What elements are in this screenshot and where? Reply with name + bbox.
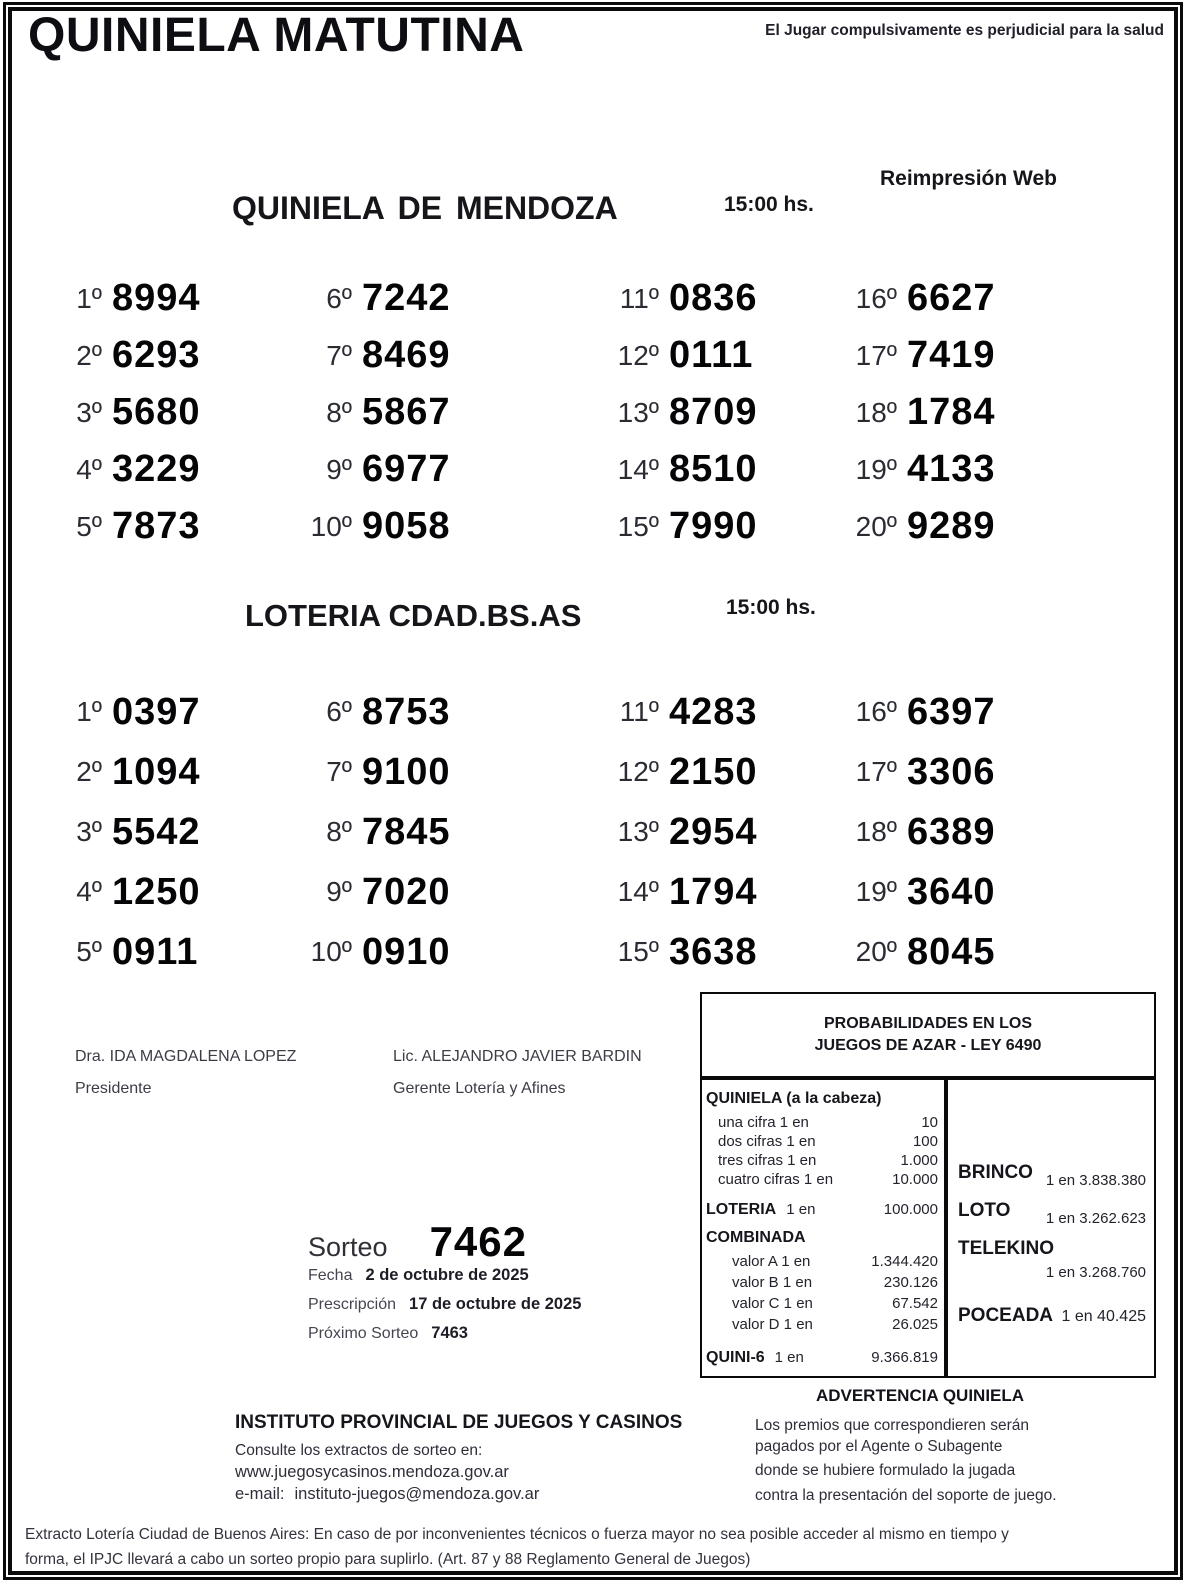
odds-value: 1.344.420 <box>871 1253 938 1270</box>
result-number: 6389 <box>907 810 996 853</box>
result-position: 14º <box>617 453 659 485</box>
result-position: 6º <box>326 282 352 314</box>
footer-disclaimer-line2: forma, el IPJC llevará a cabo un sorteo propio para suplirlo. (Art. 87 y 88 Reglamento General de Juegos) <box>25 1551 751 1568</box>
result-position: 10º <box>310 510 352 542</box>
result-number: 4283 <box>669 690 758 733</box>
quini6-mid: 1 en <box>774 1349 804 1366</box>
result-item <box>845 862 1060 922</box>
result-number: 9058 <box>362 505 451 547</box>
result-position: 20º <box>855 510 897 542</box>
result-position: 15º <box>617 510 659 542</box>
result-item <box>50 498 300 555</box>
result-position: 18º <box>855 396 897 428</box>
result-number: 7990 <box>669 505 758 547</box>
bsas-results-grid <box>50 682 1060 982</box>
odds-row <box>706 1293 938 1314</box>
result-item <box>607 802 845 862</box>
result-number: 8469 <box>362 334 451 376</box>
loto-odds-row <box>958 1200 1146 1227</box>
loteria-mid: 1 en <box>786 1201 816 1218</box>
poceada-odds: 1 en 40.425 <box>1061 1308 1146 1325</box>
result-position: 16º <box>855 696 897 727</box>
result-item <box>845 922 1060 982</box>
result-position: 13º <box>617 396 659 428</box>
result-position: 3º <box>76 816 102 847</box>
result-number: 0911 <box>112 930 199 973</box>
loto-odds: 1 en 3.262.623 <box>1045 1210 1146 1227</box>
footer-disclaimer-line1: Extracto Lotería Ciudad de Buenos Aires: En caso de por inconvenientes técnicos o fuerza mayor no sea posible acceder al mismo en tiempo y <box>25 1526 1009 1543</box>
telekino-odds: 1 en 3.268.760 <box>1045 1264 1146 1281</box>
result-position: 12º <box>617 756 659 787</box>
next-draw-value: 7463 <box>431 1324 468 1342</box>
official-manager-name: Lic. ALEJANDRO JAVIER BARDIN <box>393 1048 642 1065</box>
result-number: 5867 <box>362 391 451 433</box>
draw-date-label: Fecha <box>308 1267 353 1284</box>
odds-row <box>706 1113 938 1132</box>
result-position: 7º <box>326 339 352 371</box>
result-number: 9100 <box>362 750 451 793</box>
result-number: 1250 <box>112 870 201 913</box>
result-number: 1094 <box>112 750 201 793</box>
result-item <box>607 441 845 498</box>
result-position: 10º <box>310 936 352 967</box>
result-number: 6397 <box>907 690 996 733</box>
result-number: 6977 <box>362 448 451 490</box>
result-item <box>50 441 300 498</box>
result-number: 8510 <box>669 448 758 490</box>
odds-row <box>706 1170 938 1189</box>
result-number: 7020 <box>362 870 451 913</box>
mendoza-section-title: QUINIELA DE MENDOZA <box>232 190 618 226</box>
result-number: 1784 <box>907 391 996 433</box>
email-address: instituto-juegos@mendoza.gov.ar <box>294 1485 540 1503</box>
probabilities-left-column <box>702 1080 948 1376</box>
odds-value: 10 <box>921 1114 938 1131</box>
result-position: 12º <box>617 339 659 371</box>
result-position: 5º <box>76 510 102 542</box>
draw-date-row <box>308 1266 529 1285</box>
official-president-role: Presidente <box>75 1080 152 1097</box>
draw-number-row <box>308 1218 527 1266</box>
poceada-label: POCEADA <box>958 1305 1054 1326</box>
result-position: 2º <box>76 339 102 371</box>
draw-date-value: 2 de octubre de 2025 <box>365 1266 529 1284</box>
result-item <box>50 270 300 327</box>
quiniela-warning-title: ADVERTENCIA QUINIELA <box>815 1386 1025 1405</box>
odds-value: 26.025 <box>892 1316 938 1333</box>
reprint-web-label: Reimpresión Web <box>880 167 1057 190</box>
result-position: 2º <box>76 756 102 787</box>
prescription-value: 17 de octubre de 2025 <box>409 1295 582 1313</box>
institute-website: www.juegosycasinos.mendoza.gov.ar <box>235 1463 509 1481</box>
result-position: 19º <box>855 453 897 485</box>
result-position: 17º <box>855 339 897 371</box>
result-item <box>607 682 845 742</box>
health-warning-text: El Jugar compulsivamente es perjudicial para la salud <box>765 22 1164 39</box>
brinco-odds: 1 en 3.838.380 <box>1045 1172 1146 1189</box>
result-number: 3306 <box>907 750 996 793</box>
odds-row <box>706 1132 938 1151</box>
result-item <box>845 682 1060 742</box>
odds-row <box>706 1151 938 1170</box>
result-item <box>300 682 607 742</box>
odds-label: valor C 1 en <box>732 1295 813 1312</box>
quiniela-odds-header: QUINIELA (a la cabeza) <box>706 1090 882 1107</box>
result-number: 1794 <box>669 870 758 913</box>
draw-number-value: 7462 <box>429 1218 527 1265</box>
result-number: 2954 <box>669 810 758 853</box>
quini6-value: 9.366.819 <box>871 1349 938 1366</box>
result-position: 18º <box>855 816 897 847</box>
probabilities-title-line1: PROBABILIDADES EN LOS <box>823 1015 1032 1032</box>
warning-line: donde se hubiere formulado la jugada <box>755 1462 1016 1479</box>
result-number: 8753 <box>362 690 451 733</box>
probabilities-title-line2: JUEGOS DE AZAR - LEY 6490 <box>814 1037 1042 1054</box>
result-number: 5680 <box>112 391 201 433</box>
odds-label: valor D 1 en <box>732 1316 813 1333</box>
brinco-label: BRINCO <box>958 1162 1033 1183</box>
result-item <box>607 922 845 982</box>
quini6-odds-row <box>706 1347 938 1369</box>
result-position: 8º <box>326 396 352 428</box>
result-item <box>300 327 607 384</box>
bsas-section-title: LOTERIA CDAD.BS.AS <box>245 598 582 633</box>
odds-value: 100 <box>912 1133 938 1150</box>
result-position: 4º <box>76 876 102 907</box>
probabilities-body <box>702 1080 1154 1376</box>
result-item <box>50 682 300 742</box>
mendoza-draw-time: 15:00 hs. <box>724 193 814 216</box>
result-number: 3638 <box>669 930 758 973</box>
result-item <box>845 802 1060 862</box>
result-number: 6293 <box>112 334 201 376</box>
result-position: 5º <box>76 936 102 967</box>
result-item <box>300 498 607 555</box>
brinco-odds-row <box>958 1162 1146 1189</box>
result-number: 4133 <box>907 448 996 490</box>
prescription-label: Prescripción <box>308 1296 397 1313</box>
result-item <box>50 742 300 802</box>
probabilities-right-column <box>948 1080 1154 1376</box>
email-label: e-mail: <box>235 1485 285 1503</box>
official-manager-role: Gerente Lotería y Afines <box>393 1080 566 1097</box>
probabilities-box <box>700 992 1156 1378</box>
probabilities-title <box>702 994 1154 1080</box>
warning-line: Los premios que correspondieren serán <box>755 1417 1029 1434</box>
result-position: 1º <box>76 282 102 314</box>
result-number: 8709 <box>669 391 758 433</box>
result-item <box>845 270 1060 327</box>
institute-name: INSTITUTO PROVINCIAL DE JUEGOS Y CASINOS <box>235 1412 683 1433</box>
result-item <box>607 498 845 555</box>
result-item <box>50 922 300 982</box>
result-number: 0111 <box>669 334 754 376</box>
odds-value: 230.126 <box>883 1274 938 1291</box>
result-position: 16º <box>855 282 897 314</box>
result-item <box>300 384 607 441</box>
result-item <box>845 498 1060 555</box>
result-position: 11º <box>619 282 659 314</box>
result-position: 11º <box>619 696 659 727</box>
result-number: 3229 <box>112 448 201 490</box>
result-number: 7873 <box>112 505 201 547</box>
result-position: 15º <box>617 936 659 967</box>
result-number: 2150 <box>669 750 758 793</box>
result-item <box>607 384 845 441</box>
result-position: 13º <box>617 816 659 847</box>
odds-row <box>706 1272 938 1293</box>
result-position: 3º <box>76 396 102 428</box>
result-item <box>50 384 300 441</box>
poceada-odds-row <box>958 1305 1146 1327</box>
result-item <box>845 441 1060 498</box>
result-item <box>50 327 300 384</box>
loteria-label: LOTERIA <box>706 1201 777 1218</box>
result-position: 14º <box>617 876 659 907</box>
result-item <box>300 862 607 922</box>
result-number: 0397 <box>112 690 201 733</box>
result-number: 0836 <box>669 277 758 319</box>
result-item <box>845 742 1060 802</box>
next-draw-label: Próximo Sorteo <box>308 1325 419 1342</box>
result-number: 8045 <box>907 930 996 973</box>
telekino-label: TELEKINO <box>958 1238 1055 1259</box>
result-number: 6627 <box>907 277 996 319</box>
odds-label: valor B 1 en <box>732 1274 813 1291</box>
result-item <box>300 922 607 982</box>
result-item <box>607 742 845 802</box>
warning-line: contra la presentación del soporte de juego. <box>755 1486 1057 1504</box>
result-position: 20º <box>855 936 897 967</box>
result-item <box>607 270 845 327</box>
odds-label: dos cifras 1 en <box>718 1133 816 1150</box>
bsas-draw-time: 15:00 hs. <box>726 596 816 619</box>
loteria-odds-row <box>706 1199 938 1221</box>
result-number: 9289 <box>907 505 996 547</box>
result-number: 7419 <box>907 334 996 376</box>
warning-line: pagados por el Agente o Subagente <box>755 1437 1003 1455</box>
mendoza-results-grid <box>50 270 1060 555</box>
combinada-header: COMBINADA <box>706 1229 806 1246</box>
result-item <box>300 270 607 327</box>
result-position: 7º <box>326 756 352 787</box>
next-draw-row <box>308 1324 468 1343</box>
result-number: 0910 <box>362 930 451 973</box>
result-number: 5542 <box>112 810 201 853</box>
odds-label: cuatro cifras 1 en <box>718 1171 834 1188</box>
loteria-value: 100.000 <box>883 1201 938 1218</box>
result-number: 7845 <box>362 810 451 853</box>
result-item <box>300 441 607 498</box>
result-position: 6º <box>326 696 352 727</box>
result-item <box>607 862 845 922</box>
result-position: 4º <box>76 453 102 485</box>
result-position: 9º <box>326 453 352 485</box>
result-position: 17º <box>855 756 897 787</box>
result-item <box>300 742 607 802</box>
result-number: 7242 <box>362 277 451 319</box>
result-item <box>845 327 1060 384</box>
result-number: 8994 <box>112 277 201 319</box>
odds-label: tres cifras 1 en <box>718 1152 817 1169</box>
odds-value: 1.000 <box>900 1152 938 1169</box>
odds-label: valor A 1 en <box>732 1253 811 1270</box>
result-item <box>607 327 845 384</box>
result-position: 1º <box>76 696 102 727</box>
result-position: 8º <box>326 816 352 847</box>
result-item <box>50 802 300 862</box>
quiniela-warning-box <box>755 1386 1085 1506</box>
telekino-odds-row <box>958 1238 1146 1260</box>
page-title: QUINIELA MATUTINA <box>28 9 525 62</box>
result-item <box>50 862 300 922</box>
result-position: 19º <box>855 876 897 907</box>
result-number: 3640 <box>907 870 996 913</box>
result-item <box>300 802 607 862</box>
loto-label: LOTO <box>958 1200 1011 1221</box>
odds-label: una cifra 1 en <box>718 1114 809 1131</box>
odds-value: 67.542 <box>892 1295 938 1312</box>
result-position: 9º <box>326 876 352 907</box>
official-president-name: Dra. IDA MAGDALENA LOPEZ <box>75 1048 297 1065</box>
odds-value: 10.000 <box>892 1171 938 1188</box>
draw-number-label: Sorteo <box>308 1232 388 1262</box>
odds-row <box>706 1251 938 1272</box>
institute-consult-line: Consulte los extractos de sorteo en: <box>235 1442 483 1459</box>
result-item <box>845 384 1060 441</box>
odds-row <box>706 1314 938 1335</box>
institute-email-row <box>235 1485 539 1504</box>
prescription-row <box>308 1295 581 1314</box>
quini6-label: QUINI-6 <box>706 1349 765 1366</box>
